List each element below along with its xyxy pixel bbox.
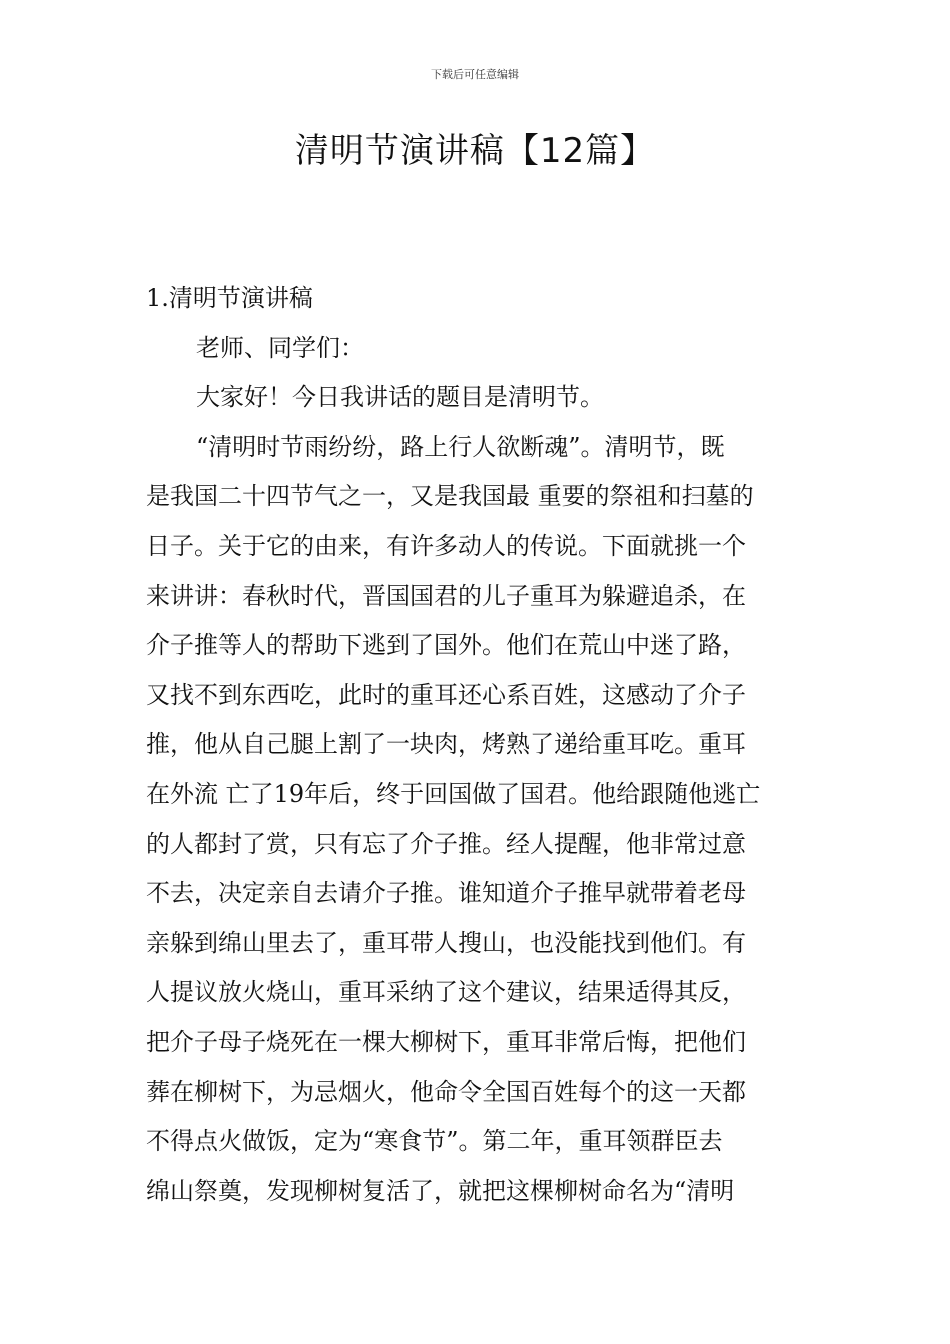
paragraph-line: 是我国二十四节气之一，又是我国最 重要的祭祖和扫墓的 (146, 482, 754, 511)
paragraph-line: 来讲讲：春秋时代，晋国国君的儿子重耳为躲避追杀，在 (146, 581, 746, 610)
paragraph-line: 的人都封了赏，只有忘了介子推。经人提醒，他非常过意 (146, 829, 746, 858)
document-title: 清明节演讲稿【12篇】 (294, 131, 656, 171)
paragraph-line: 推，他从自己腿上割了一块肉，烤熟了递给重耳吃。重耳 (146, 730, 746, 759)
paragraph-line: 把介子母子烧死在一棵大柳树下，重耳非常后悔，把他们 (146, 1027, 746, 1056)
paragraph-line: 不得点火做饭，定为“寒食节”。第二年，重耳领群臣去 (146, 1127, 723, 1156)
paragraph-line: 人提议放火烧山，重耳采纳了这个建议，结果适得其反， (146, 978, 746, 1007)
greeting: 大家好！今日我讲话的题目是清明节。 (196, 383, 604, 412)
header-note: 下载后可任意编辑 (431, 68, 519, 81)
paragraph-line: “清明时节雨纷纷，路上行人欲断魂”。清明节，既 (196, 432, 725, 461)
paragraph-line: 日子。关于它的由来，有许多动人的传说。下面就挑一个 (146, 531, 746, 560)
paragraph-line: 不去，决定亲自去请介子推。谁知道介子推早就带着老母 (146, 879, 746, 908)
paragraph-line: 绵山祭奠，发现柳树复活了，就把这棵柳树命名为“清明 (146, 1176, 735, 1205)
section-heading: 1.清明节演讲稿 (146, 284, 313, 312)
salutation: 老师、同学们： (196, 333, 364, 362)
paragraph-line: 介子推等人的帮助下逃到了国外。他们在荒山中迷了路， (146, 631, 746, 660)
paragraph-line: 在外流 亡了19年后，终于回国做了国君。他给跟随他逃亡 (146, 779, 761, 808)
main-paragraph (146, 423, 806, 1217)
document-body (146, 274, 806, 1216)
paragraph-line: 亲躲到绵山里去了，重耳带人搜山，也没能找到他们。有 (146, 928, 746, 957)
paragraph-line: 又找不到东西吃，此时的重耳还心系百姓，这感动了介子 (146, 680, 746, 709)
paragraph-line: 葬在柳树下，为忌烟火，他命令全国百姓每个的这一天都 (146, 1077, 746, 1106)
